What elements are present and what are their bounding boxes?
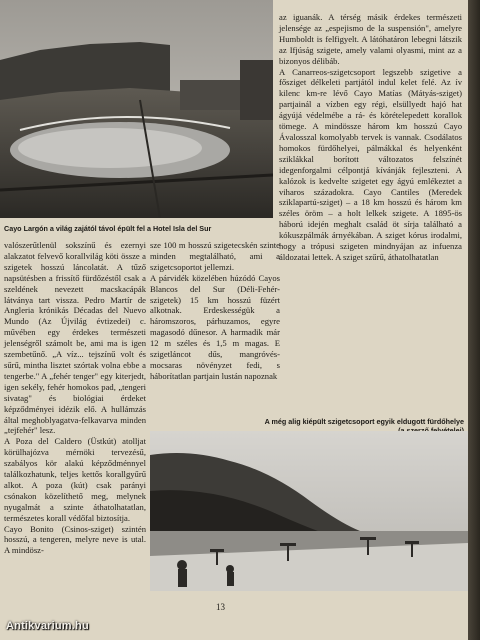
- text-column-middle: sze 100 m hosszú szigetecskén szinte minden megtalálható, ami a szigetcsoportot jellemzi. A párvidék közelében húzódó Cayos Blancos del Sur (Déli-Fehér-szigetek) 15 km hosszú füzért alkotnak. Erdeskességük a háromszoros, párhuzamos, egyre magasodó dűnesor. A harmadik már 12 m széles és 1,5 m magas. E szigetláncot dűs, mangróvés-mocsaras növényzet fedi, s háborítatlan partjain lustán napoznak: [150, 240, 280, 381]
- hotel-pool-photo: [0, 0, 273, 218]
- text-column-right-top: az iguanák. A térség másik érdekes természeti jelensége az „espejismo de la suspensión", amelyre Humboldt is felfigyelt. A látóhatáron lebegni látszik az Ifjúság szigete, amely valami olyasmi, mint az a bizonyos délibáb. A Canarreos-szigetcsoport legszebb szigetive a fősziget délkeleti partjától indul kelet felé. Az ív kilenc km-re lévő Cayo Matías (Mátyás-sziget) partjainál a vízben egy régi, elsüllyedt hajó hat ágyújá védelmébe a rá- és körételepedett korallok tömege. A mindössze három km hosszú Cayo Ávalosszal komolyabb tervek is vannak. Csodálatos homokos fürdőhelyei, pálmákkal és helyenként sziklákkal borított változatos felszínét idegenforgalmi célpontjá kívánják fejleszteni. A kalózok is kedvelte szigetet egy ágyú emlékeztet a viharos századokra. Cayo Cantiles (Meredek sziklapartú-sziget) – a 18 km hosszú és három km széles öröm – a holt lelkek szigete. A 1895-ös háború idején meghalt család öt sírja található a kókuszpálmák árnyékában. A sziget kórus irodalmi, hogy a trópusi szigeten mindnyájan az infuenza áldozatai lettek. A sziget szűrű, áthatolhatatlan: [279, 12, 462, 262]
- text-column-left: valószerűtlenül sokszínű és ezernyi alakzatot felvevő korallvilág köti össze a szigetek hosszú láncolatát. A tűző napsütésben a frissítő fürdőzéstől csak a szeldének nevezett macskacápák látványa tart vissza. Pedro Martír de Angleria krónikás Décadas del Nuevo Mundo (Az Újvilág évtizedei) c. művében egy érdekes természeti jelenségről számolt be, ami ma is igen szembetűnő. „A víz... tejszínű volt és sűrű, mintha lisztet szórtak volna ebbe a tengerbe." A „fehér tenger" egy kiterjedt, igen sekély, fehér homokos pad, „tengeri sivatag" és biológiai érdeket képződményei idézik elő. A hullámzás által meghoblyagatva-felkavarva minden „tejfehér" lesz. A Poza del Caldero (Üstkút) atolljat körülhajózva mérnöki tervezésű, szabályos kör alakú képződménnyel találkozhatunk, teljes kettős korallgyűrű alkot. A poza (kút) csak parányi csónakon közelíthető meg, melynek nyugalmát a szinte áthatolhatatlan, természetes korall védőfal biztosítja. Cayo Bonito (Csinos-sziget) szintén hosszú, a tengeren, melyre neve is utal. A mindösz-: [4, 240, 146, 556]
- page-number: 13: [216, 602, 225, 612]
- watermark: Antikvarium.hu: [6, 620, 89, 632]
- bottom-caption-line1: A még alig kiépült szigetcsoport egyik eldugott fürdőhelye: [264, 417, 464, 426]
- page-edge: [468, 0, 480, 640]
- top-photo-caption: Cayo Largón a világ zajától távol épült fel a Hotel Isla del Sur: [4, 224, 212, 233]
- beach-photo: [150, 431, 468, 591]
